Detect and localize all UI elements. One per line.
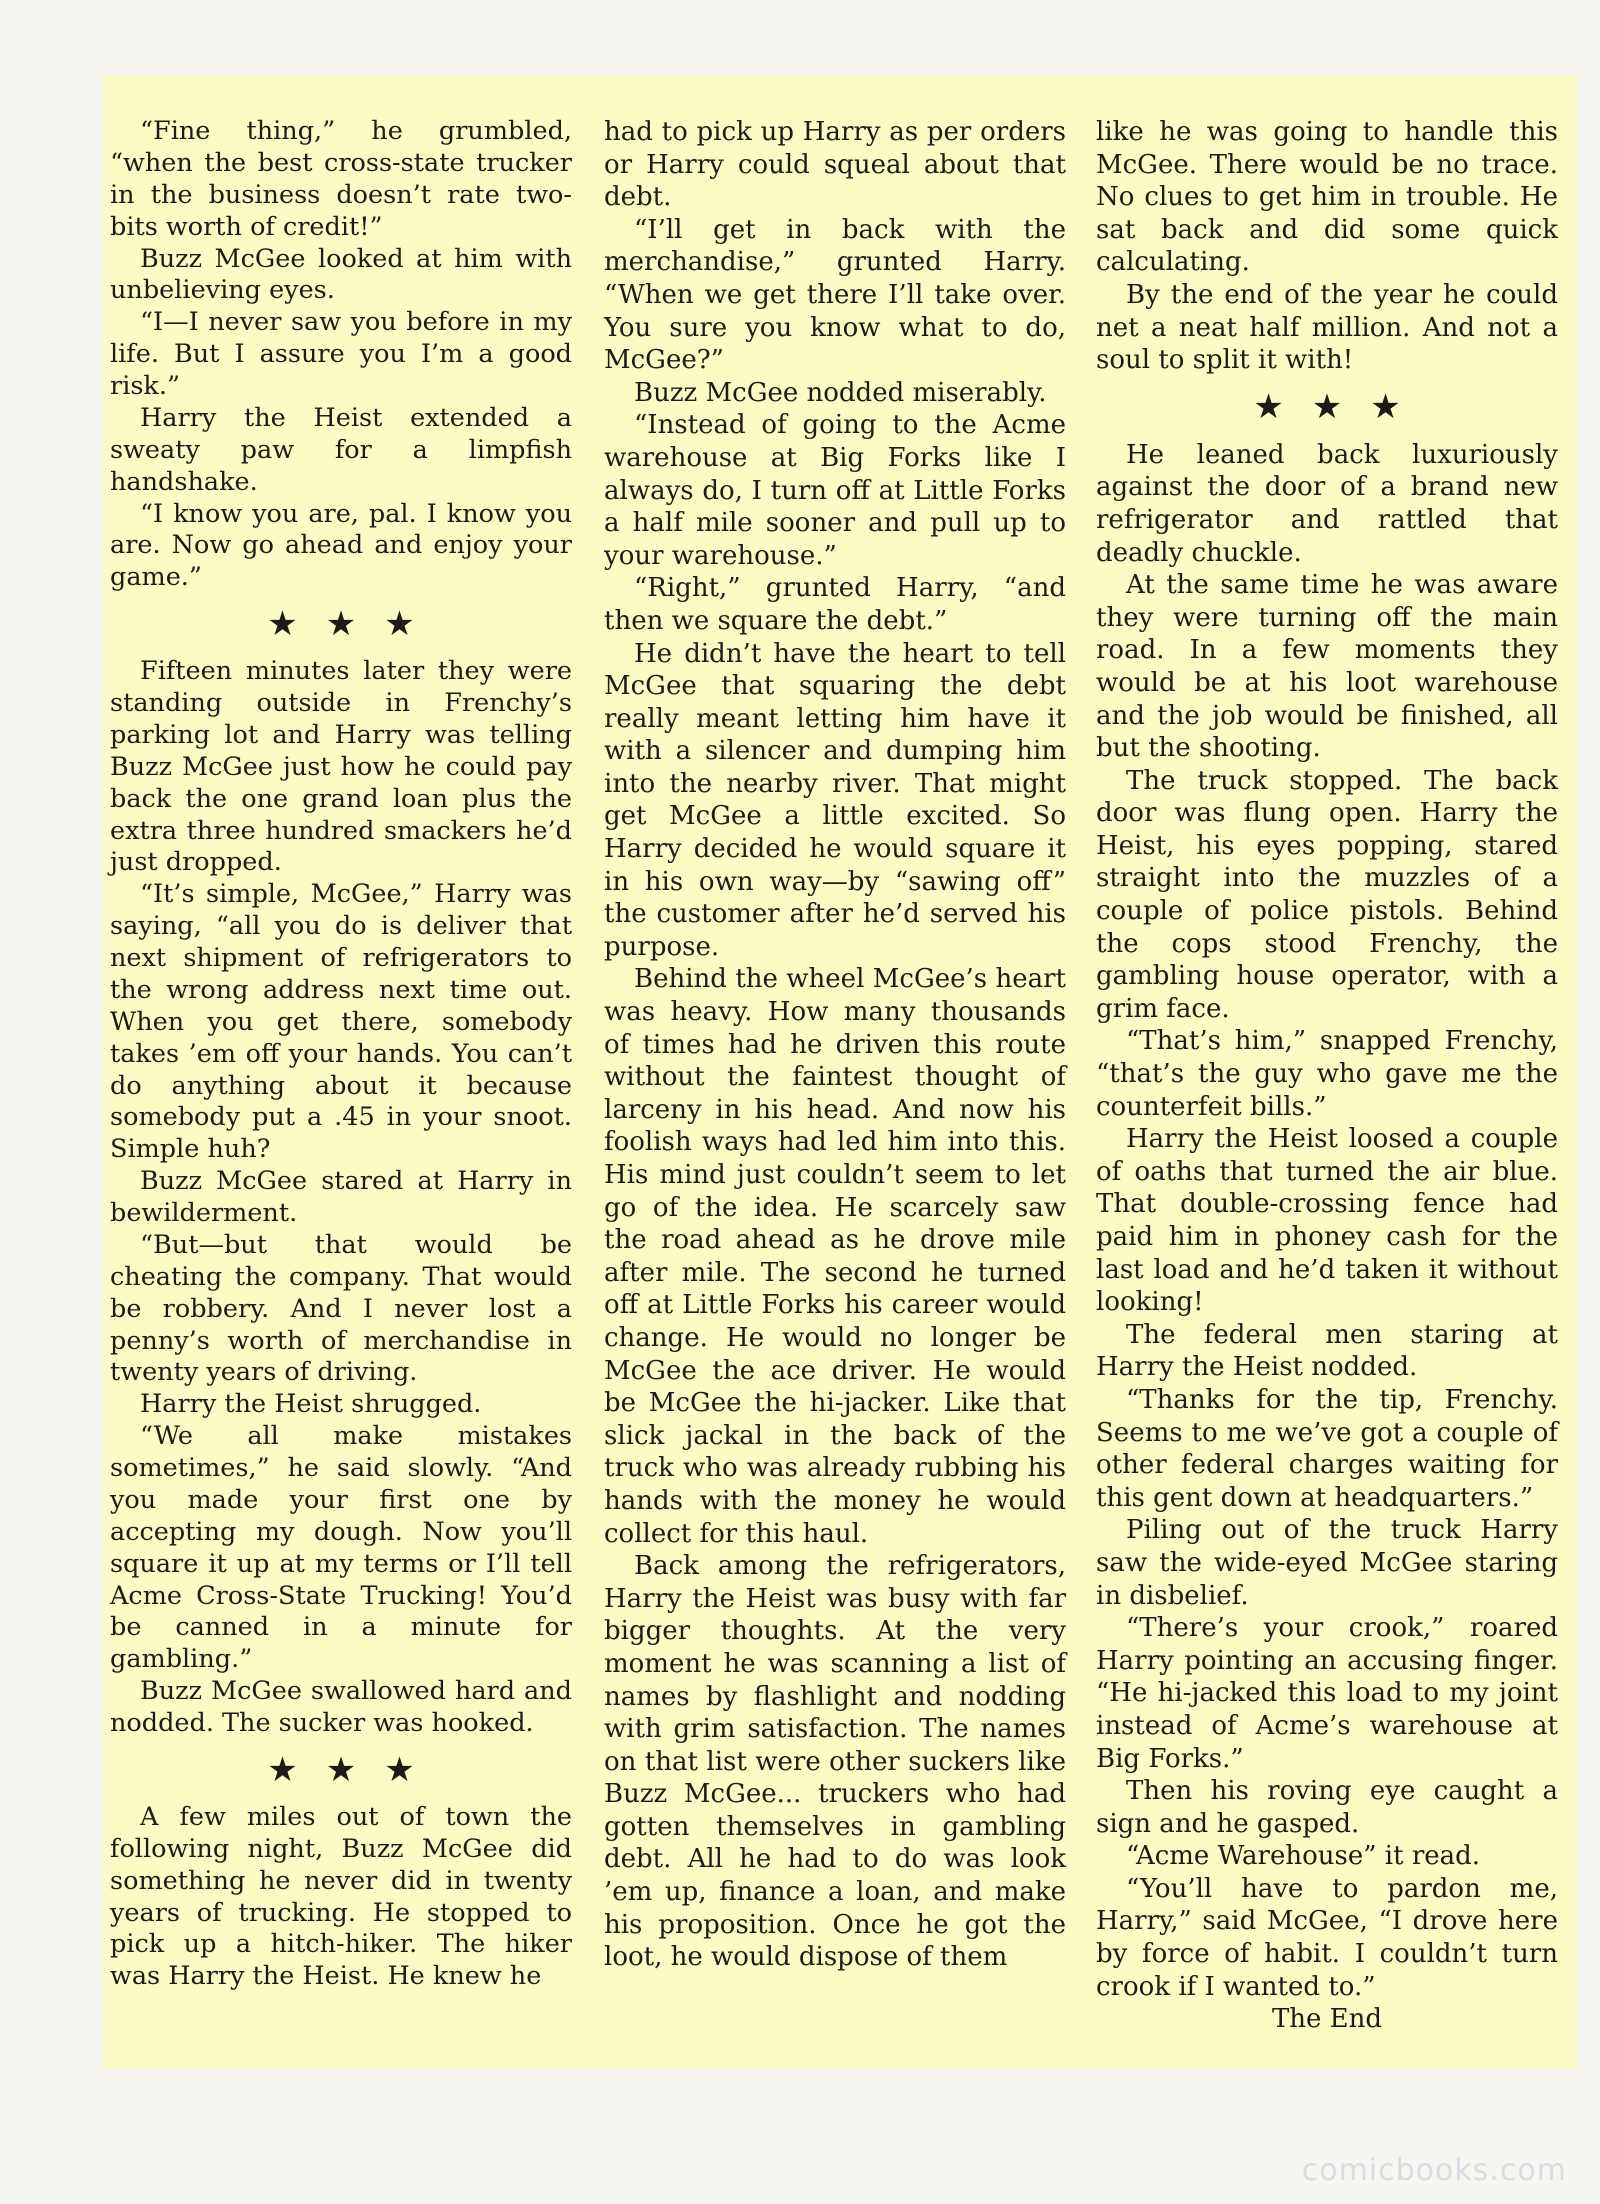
- story-paragraph: “You’ll have to pardon me, Harry,” said McGee, “I drove here by force of habit. I couldn’t turn crook if I wanted to.”: [1096, 1873, 1558, 2002]
- story-paragraph: “It’s simple, McGee,” Harry was saying, “all you do is deliver that next shipment of refrigerators to the wrong address next time out. When you get there, somebody takes ’em off your hands. You can’t do anything about it because somebody put a .45 in your snoot. Simple huh?: [110, 879, 572, 1165]
- section-break-stars: ★★★: [267, 1749, 443, 1790]
- story-paragraph: Buzz McGee looked at him with unbelieving eyes.: [110, 243, 572, 306]
- story-paragraph: By the end of the year he could net a neat half million. And not a soul to split it with!: [1096, 279, 1558, 376]
- story-paragraph: At the same time he was aware they were turning off the main road. In a few moments they would be at his loot warehouse and the job would be finished, all but the shooting.: [1096, 570, 1558, 764]
- story-paragraph: A few miles out of town the following night, Buzz McGee did something he never did in twenty years of trucking. He stopped to pick up a hitch-hiker. The hiker was Harry the Heist. He knew he: [110, 1801, 572, 1992]
- story-paragraph: “Acme Warehouse” it read.: [1126, 1841, 1481, 1872]
- story-paragraph: Piling out of the truck Harry saw the wide-eyed McGee staring in disbelief.: [1096, 1515, 1558, 1611]
- story-paragraph: “I—I never saw you before in my life. But I assure you I’m a good risk.”: [110, 307, 572, 401]
- story-paragraph: “Thanks for the tip, Frenchy. Seems to me we’ve got a couple of other federal charges waiting for this gent down at headquarters.”: [1096, 1384, 1558, 1513]
- story-paragraph: Fifteen minutes later they were standing outside in Frenchy’s parking lot and Harry was telling Buzz McGee just how he could pay back the one grand loan plus the extra three hundred smackers he’d just dropped.: [110, 656, 572, 878]
- story-paragraph: Buzz McGee stared at Harry in bewilderment.: [110, 1166, 572, 1228]
- section-break-stars: ★★★: [1253, 386, 1429, 427]
- story-paragraph: The truck stopped. The back door was flung open. Harry the Heist, his eyes popping, stared straight into the muzzles of a couple of police pistols. Behind the cops stood Frenchy, the gambling house operator, with a grim face.: [1096, 765, 1558, 1024]
- story-paragraph: He didn’t have the heart to tell McGee that squaring the debt really meant letting him have it with a silencer and dumping him into the nearby river. That might get McGee a little excited. So Harry decided he would square it in his own way—by “sawing off” the customer after he’d served his purpose.: [604, 638, 1066, 962]
- story-paragraph: “But—but that would be cheating the company. That would be robbery. And I never lost a penny’s worth of merchandise in twenty years of driving.: [110, 1229, 572, 1388]
- story-paragraph: “Fine thing,” he grumbled, “when the best cross-state trucker in the business doesn’t rate two-bits worth of credit!”: [110, 116, 572, 242]
- site-watermark: comicbooks.com: [1301, 2153, 1567, 2188]
- story-paragraph: Behind the wheel McGee’s heart was heavy. How many thousands of times had he driven this route without the faintest thought of larceny in his head. And now his foolish ways had led him into this. His mind just couldn’t seem to let go of the idea. He scarcely saw the road ahead as he drove mile after mile. The second he turned off at Little Forks his career would change. He would no longer be McGee the ace driver. He would be McGee the hi-jacker. Like that slick jackal in the back of the truck who was already rubbing his hands with the money he would collect for this haul.: [604, 964, 1066, 1549]
- story-paragraph: “I know you are, pal. I know you are. Now go ahead and enjoy your game.”: [110, 498, 572, 593]
- story-paragraph: Harry the Heist shrugged.: [140, 1389, 482, 1420]
- story-paragraph: He leaned back luxuriously against the door of a brand new refrigerator and rattled that deadly chuckle.: [1096, 439, 1558, 568]
- story-paragraph: “We all make mistakes sometimes,” he said slowly. “And you made your first one by accepting my dough. Now you’ll square it up at my terms or I’ll tell Acme Cross-State Trucking! You’d be canned in a minute for gambling.”: [110, 1421, 572, 1675]
- story-paragraph: Buzz McGee swallowed hard and nodded. The sucker was hooked.: [110, 1676, 572, 1738]
- section-break-stars: ★★★: [267, 604, 443, 645]
- story-paragraph: “There’s your crook,” roared Harry pointing an accusing finger. “He hi-jacked this load to my joint instead of Acme’s warehouse at Big Forks.”: [1096, 1613, 1558, 1774]
- text-column-2: [604, 116, 1066, 1974]
- story-paragraph: The federal men staring at Harry the Heist nodded.: [1096, 1319, 1558, 1383]
- story-paragraph: “That’s him,” snapped Frenchy, “that’s the guy who gave me the counterfeit bills.”: [1096, 1026, 1558, 1122]
- story-paragraph: Then his roving eye caught a sign and he gasped.: [1096, 1776, 1558, 1839]
- story-paragraph: Buzz McGee nodded miserably.: [634, 377, 1047, 408]
- text-column-3: [1096, 116, 1558, 2036]
- story-paragraph: Harry the Heist loosed a couple of oaths that turned the air blue. That double-crossing fence had paid him in phoney cash for the last load and he’d taken it without looking!: [1096, 1124, 1558, 1318]
- story-paragraph: “I’ll get in back with the merchandise,” grunted Harry. “When we get there I’ll take over. You sure you know what to do, McGee?”: [604, 214, 1066, 376]
- story-paragraph: “Right,” grunted Harry, “and then we square the debt.”: [604, 573, 1066, 636]
- story-paragraph: “Instead of going to the Acme warehouse at Big Forks like I always do, I turn off at Little Forks a half mile sooner and pull up to your warehouse.”: [604, 410, 1066, 571]
- story-paragraph: had to pick up Harry as per orders or Harry could squeal about that debt.: [604, 117, 1066, 213]
- story-page: [103, 76, 1577, 2068]
- story-paragraph: Back among the refrigerators, Harry the Heist was busy with far bigger thoughts. At the very moment he was scanning a list of names by flashlight and nodding with grim satisfaction. The names on that list were other suckers like Buzz McGee... truckers who had gotten themselves in gambling debt. All he had to do was look ’em up, finance a loan, and make his proposition. Once he got the loot, he would dispose of them: [604, 1551, 1066, 1973]
- story-end-label: The End: [1271, 2004, 1383, 2035]
- story-paragraph: like he was going to handle this McGee. There would be no trace. No clues to get him in trouble. He sat back and did some quick calculating.: [1096, 117, 1558, 278]
- text-column-1: [110, 116, 572, 1993]
- story-paragraph: Harry the Heist extended a sweaty paw for a limpfish handshake.: [110, 402, 572, 497]
